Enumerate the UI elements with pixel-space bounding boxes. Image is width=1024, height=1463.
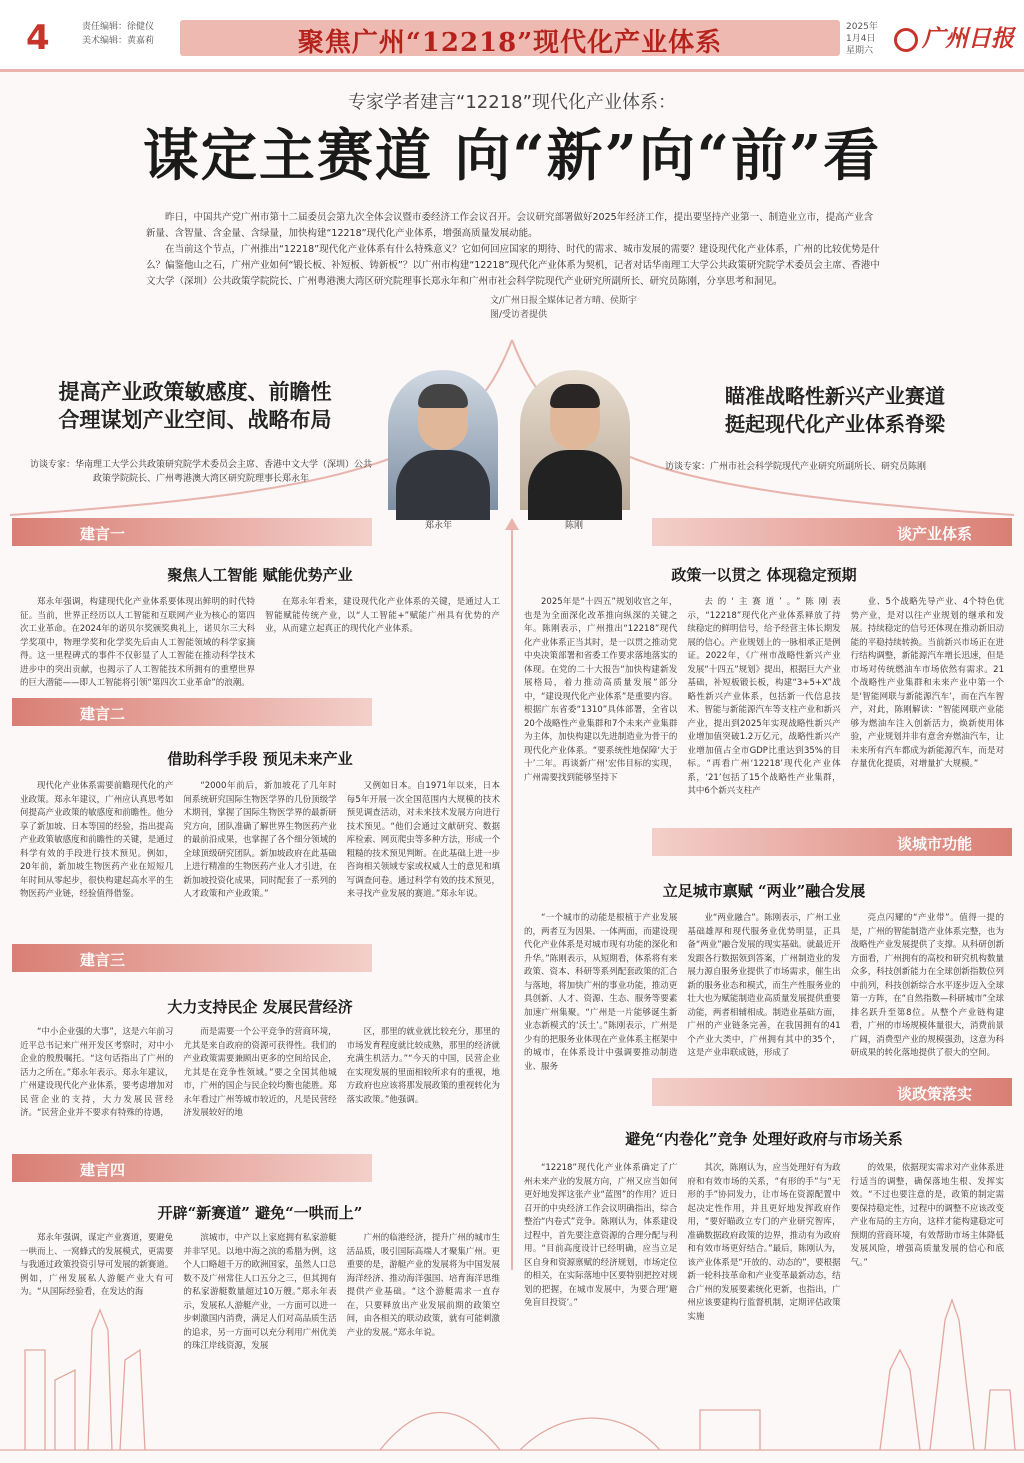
right-title-line: 挺起现代化产业体系脊梁	[725, 412, 945, 436]
section-subhead: 借助科学手段 预见未来产业	[167, 750, 353, 768]
intro	[146, 210, 882, 290]
intro-paragraph: 昨日，中国共产党广州市第十二届委员会第九次全体会议暨市委经济工作会议召开。会议研究部署做好2025年经济工作，提出要坚持产业第一、制造业立市，提高产业含新量、含智量、含金量、含绿量，加快构建“12218”现代化产业体系，增强高质量发展动能。	[146, 212, 874, 239]
column-text: “2000年前后，新加坡花了几年时间系统研究国际生物医学界的几份顶级学术期刊，掌握了国际生物医学界的最新研究方向，团队准确了解世界生物医药产业的最前沿成果，也掌握了各个细分领域的全球顶级研究团队。新加坡政府在此基础上进行精准的生物医药产业人才引进，在新加坡投资化成果，同时配套了一系列的人才政策和产业政策。”	[183, 781, 337, 899]
portrait-hair	[418, 384, 468, 408]
right-title	[655, 382, 1015, 438]
logo-text: 广州日报	[922, 25, 1014, 52]
headline: 谋定主赛道 向“新”向“前”看	[142, 123, 882, 189]
section-subhead: 开辟“新赛道” 避免“一哄而上”	[157, 1204, 363, 1222]
left-title-line: 合理谋划产业空间、战略布局	[58, 407, 332, 432]
column-text: 在郑永年看来，建设现代化产业体系的关键，是通过人工智能赋能传统产业，以“人工智能+”赋能广州具有优势的产业，从而建立起真正的现代化产业体系。	[265, 597, 500, 634]
column-text: 业“两业融合”。陈刚表示，广州工业基础雄厚和现代服务业优势明显，正具备“两业”融合发展的现实基础。就最近开发跟各行数据领到答案，广州制造业的发展力源自服务业提供了市场需求，催生出新的服务业态和模式，而生产性服务业的壮大也为赋能制造业高质量发展提供重要动能，两者相辅相成。制造业基础方面，广州的产业链条完善，在我国拥有的41个产业大类中，广州拥有其中的35个，这是产业串联成链，形成了	[687, 913, 841, 1058]
section-bar: 谈产业体系	[652, 518, 1012, 546]
column-text: 2025年是“十四五”规划收官之年，也是为全面深化改革推向纵深的关键之年。陈刚表示，广州推出“12218”现代化产业体系正当其时，是一以贯之推动党中央决策部署和省委工作要求落地落实的体现。在党的二十大报告“加快构建新发展格局，着力推动高质量发展”部分中，“建设现代化产业体系”是重要内容。根据广东省委“1310”具体部署，全省以20个战略性产业集群和7个未来产业集群为主体，加快构建以先进制造业为骨干的现代化产业体系。“要系统性地保障‘大于十’二年。再谈新广州‘宏伟目标的实现，广州需要找到能够坚持下	[524, 597, 678, 783]
column-text: 业、5个战略先导产业、4个特色优势产业，是对以往产业规划的继承和发展。持续稳定的信号还体现在推动新旧动能的平稳持续转换。当前新兴市场正在进行结构调整，新能源汽车增长迅速，但是市场对传统燃油车市场依然有需求。21个战略性产业集群和未来产业中第一个是‘智能网联与新能源汽车’，而在汽车智产，对此，陈刚解读：“智能网联产业能够为燃油车注入创新活力，焕新使用体验，产业规划并非有意舍弃燃油汽车，让未来所有汽车都成为新能源汽车，而是对存量优化提质，对增量扩大规模。”	[850, 597, 1004, 769]
left-title	[20, 378, 370, 434]
column-text: 现代化产业体系需要前瞻现代化的产业政策。郑永年建议，广州应认真思考如何提高产业政策的敏感度和前瞻性。他分享了新加坡、日本等国的经验，指出提高产业政策敏感度和前瞻性的关键，是通过科学有效的手段进行技术预见。例如，20年前，新加坡生物医药产业在短短几年时间从零起步，很快构建起高水平的生物医药产业链，经验值得借鉴。	[20, 781, 174, 899]
portrait-suit	[528, 450, 622, 520]
right-guest-intro: 访谈专家：广州市社会科学院现代产业研究所副所长、研究员陈刚	[665, 462, 927, 472]
column-text: 去的‘主赛道’。”陈刚表示，“12218”现代化产业体系释放了持续稳定的鲜明信号，给予经营主体长期发展的信心。产业规划上的一脉相承正是例证。2022年，《广州市战略性新兴产业发展“十四五”规划》提出，根据巨大产业基础，补短板锻长板，构建“3+5+X”战略性新兴产业体系，包括新一代信息技术、智能与新能源汽车等支柱产业和新兴产业，提出到2025年实现战略性新兴产业增加值突破1.2万亿元，战略性新兴产业增加值占全市GDP比重达到35%的目标。“再看广州‘12218’现代化产业体系，‘21’包括了15个战略性产业集群，其中6个新兴支柱产	[687, 597, 841, 796]
logo-mark-icon	[894, 28, 918, 52]
photo-caption: 郑永年	[425, 521, 453, 531]
section-subhead: 立足城市禀赋 “两业”融合发展	[662, 882, 866, 900]
section-body	[524, 912, 1004, 1072]
right-title-line: 瞄准战略性新兴产业赛道	[725, 384, 945, 408]
section-body	[524, 596, 1004, 816]
kicker: 专家学者建言“12218”现代化产业体系：	[348, 92, 676, 113]
date-year: 2025年	[846, 22, 878, 32]
portrait-chen	[520, 370, 630, 510]
column-text: “12218”现代化产业体系确定了广州未来产业的发展方向，广州又应当如何更好地发挥这张产业“蓝图”的作用？近日召开的中央经济工作会议明确指出，综合整治“内卷式”竞争。陈刚认为，体系建设过程中，首先要注意资源的合理分配与利用。“目前高度设计已经明确，应当立足区自身和资源禀赋的经济规划，市场定位的相关，在实际落地中区要特别把控对规划的把握，在城市发展中，为要合理‘避免盲目投资’。”	[524, 1163, 678, 1308]
section-subhead: 聚焦人工智能 赋能优势产业	[167, 566, 353, 584]
portrait-zheng	[388, 370, 498, 510]
newspaper-logo	[894, 20, 1014, 56]
column-text: 广州的临港经济，提升广州的城市生活品质，吸引国际高端人才聚集广州。更重要的是，游艇产业的发展将为中国发展海洋经济、推动海洋强国、培育海洋思维提供产业基础。“这个游艇需求一直存在，只要释放出产业发展前期的政策空间，由各相关的联动政策，就有可能刺激产业的发展。”郑永年说。	[346, 1233, 500, 1338]
byline	[490, 294, 690, 322]
section-bar: 谈政策落实	[652, 1078, 1012, 1106]
section-subhead: 避免“内卷化”竞争 处理好政府与市场关系	[625, 1130, 903, 1148]
column-text: 而是需要一个公平竞争的营商环境，尤其是来自政府的资源可获得性。我们的产业政策需要兼顾出更多的空间给民企，尤其是在竞争性领域。”要之全国其他城市，广州的国企与民企较均衡也能胜。郑永年看过广州等城市较近的，凡是民营经济发展较好的地	[183, 1027, 337, 1118]
column-text: 郑永年强调，构建现代化产业体系要体现出鲜明的时代特征。当前，世界正经历以人工智能和互联网产业为核心的第四次工业革命。在2024年的诺贝尔奖颁奖典礼上，诺贝尔三大科学奖项中，物理学奖和化学奖先后由人工智能领域的科学家摘得。这一里程碑式的事件不仅彰显了人工智能在推动科学技术进步中的突出贡献，也揭示了人工智能技术所拥有的重塑世界的巨大潜能——即人工智能将引领“第四次工业革命”的浪潮。	[20, 597, 255, 688]
section-body	[20, 780, 500, 930]
left-title-line: 提高产业政策敏感度、前瞻性	[58, 379, 332, 404]
column-text: 又例如日本。自1971年以来，日本每5年开展一次全国范围内大规模的技术预见调查活动，对未来技术发展方向进行技术预见。“他们会通过文献研究、数据库检索、网页爬虫等多种方法，形成一个粗糙的技术预见判断。在此基础上进一步咨询相关领域专家或权威人士的意见和填写调查问卷。通过科学有效的技术预见，来寻找产业发展的赛道。”郑永年说。	[346, 781, 500, 899]
section-subhead: 大力支持民企 发展民营经济	[167, 998, 353, 1016]
issue-date	[846, 21, 888, 57]
editor-line: 美术编辑：黄嘉莉	[82, 36, 155, 46]
editor-line: 责任编辑：徐健仪	[82, 22, 155, 32]
section-bar: 建言三	[12, 944, 372, 972]
column-text: 亮点闪耀的“产业带”。值得一提的是，广州的智能制造产业体系完整，也为战略性产业发展提供了支撑。从科研创新方面看，广州拥有的高校和研究机构数量众多，科技创新能力在全球创新指数位列中前列，科技创新综合水平逐步迈入全球第一方阵，在“自然指数—科研城市”全球排名跃升至第8位。从整个产业链构建看，广州的市场规模体量很大，消费前景广阔，消费型产业的规模强劲，这意为科研成果的转化落地提供了很大的空间。	[850, 913, 1004, 1058]
column-text: 滨城市，中产以上家庭拥有私家游艇并非罕见。以地中海之滨的希腊为例，这个人口略超千万的欧洲国家，虽然人口总数不及广州常住人口五分之三，但其拥有的私家游艇数量超过10万艘。”郑永年表示，发展私人游艇产业，一方面可以进一步刺激国内消费，满足人们对高品质生活的追求，另一方面可以充分利用广州优美的珠江岸线资源，发展	[183, 1233, 337, 1351]
section-bar: 谈城市功能	[652, 828, 1012, 856]
column-text: “一个城市的动能是根植于产业发展的，两者互为因果、一体两面，而建设现代化产业体系是对城市现有功能的深化和升华。”陈刚表示，从短期看，体系将有来政策、资本、科研等系列配套政策的汇合与落地，将加快广州的事业功能，推动更具创新、人才、资源、生态、服务等要素加速广州集聚。“广州是一片能够诞生新业态新模式的‘沃土’。”陈刚表示，广州是少有的把服务业体现在产业体系主框架中的城市，在体系设计中强调要推动制造业、服务	[524, 913, 678, 1072]
section-body	[20, 1026, 500, 1148]
byline-photo: 图/受访者提供	[490, 310, 548, 320]
section-bar: 建言四	[12, 1154, 372, 1182]
column-text: 郑永年强调，谋定产业赛道，要避免一哄而上、一窝蜂式的发展模式，更需要与我通过政策投资引导可发展的新赛道。例如，广州发展私人游艇产业大有可为。“从国际经验看，在发达的海	[20, 1233, 174, 1297]
intro-paragraph: 在当前这个节点，广州推出“12218”现代化产业体系有什么特殊意义？它如何回应国家的期待、时代的需求、城市发展的需要？建设现代化产业体系，广州的比较优势是什么？偏鉴他山之石，广州产业如何“锻长板、补短板、铸新板”？以广州市构建“12218”现代化产业体系为契机，记者对话华南理工大学公共政策研究院学术委员会主席、香港中文大学（深圳）公共政策学院院长、广州粤港澳大湾区研究院理事长郑永年和广州市社会科学院现代产业研究所副所长、研究员陈刚，分享思考和洞见。	[146, 244, 880, 287]
portrait-suit	[396, 450, 490, 520]
column-text: 的效果，依据现实需求对产业体系进行适当的调整，确保落地生根、发挥实效。“不过也要注意的是，政策的制定需要保持稳定性，过程中的调整不应该改变产业布局的主方向，这样才能构建稳定可预期的营商环境，有效帮助市场主体降低发展风险，增强高质量发展的信心和底气。”	[850, 1163, 1004, 1268]
photo-caption: 陈刚	[565, 521, 584, 531]
banner-title: 聚焦广州“12218”现代化产业体系	[297, 28, 723, 58]
column-text: 区，那里的就业就比较充分，那里的市场发育程度就比较成熟，那里的经济就充满生机活力。”“今天的中国，民营企业在实现发展的里面相较所求有的重视，地方政府也应该将那发展政策的重视转化为落实政策。”他强调。	[346, 1027, 500, 1105]
page-number: 4	[26, 18, 50, 58]
section-subhead: 政策一以贯之 体现稳定预期	[671, 566, 857, 584]
city-skyline-illustration	[0, 1290, 1024, 1463]
section-bar: 建言一	[12, 518, 372, 546]
editor-credits	[82, 20, 172, 48]
left-guest-intro: 访谈专家：华南理工大学公共政策研究院学术委员会主席、香港中文大学（深圳）公共政策学院院长、广州粤港澳大湾区研究院理事长郑永年	[30, 460, 373, 484]
date-day: 1月4日	[846, 34, 876, 44]
section-bar: 建言二	[12, 698, 372, 726]
column-text: 其次，陈刚认为，应当处理好有为政府和有效市场的关系，“有形的手”与“无形的手”协同发力，让市场在资源配置中起决定性作用，并且更好地发挥政府作用，“要好瞄政立专门的产业研究智库，准确数据政府政策的边界，推动有为政府和有效市场更好结合。”最后，陈刚认为，该产业体系是“开放的、动态的”，要根据新一轮科技革命和产业变革最新动态，结合广州的发展要素统化更新，也指出，广州应该要建构行监督机制，定期评估政策实施	[687, 1163, 841, 1322]
byline-text: 文/广州日报全媒体记者方晴、侯斯宇	[490, 296, 638, 306]
section-body	[20, 596, 500, 696]
date-weekday: 星期六	[846, 46, 874, 56]
portrait-hair	[550, 384, 600, 408]
column-text: “中小企业强的大事”，这是六年前习近平总书记来广州开发区考察时，对中小企业的殷殷嘱托。“这句话指出了广州的活力之所在。”郑永年表示。郑永年建议，广州建设现代化产业体系，要考虑增加对民营企业的支持，大力发展民营经济。“民营企业并不要求有特殊的待遇，	[20, 1027, 174, 1118]
